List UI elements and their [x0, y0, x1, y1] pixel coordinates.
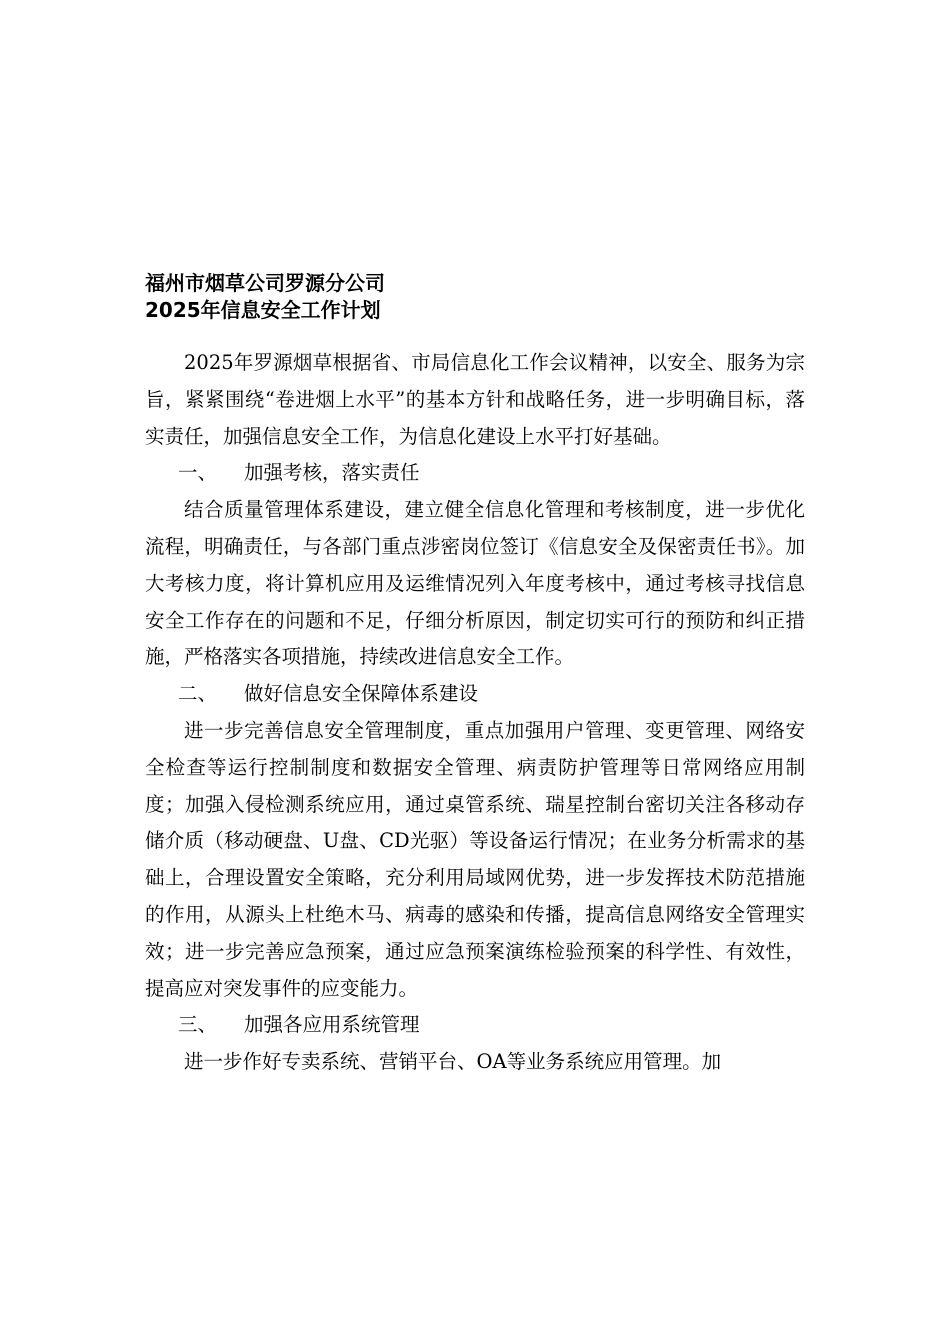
- section-body-1: 结合质量管理体系建设，建立健全信息化管理和考核制度，进一步优化流程，明确责任，与各部门重点涉密岗位签订《信息安全及保密责任书》。加大考核力度，将计算机应用及运维情况列入年度考核中，通过考核寻找信息安全工作存在的问题和不足，仔细分析原因，制定切实可行的预防和纠正措施，严格落实各项措施，持续改进信息安全工作。: [145, 498, 805, 669]
- section-number: 二、: [178, 682, 218, 706]
- section-title: 加强考核，落实责任: [244, 461, 420, 485]
- section-title: 加强各应用系统管理: [244, 1013, 420, 1037]
- section-heading-1: [145, 455, 805, 492]
- section-number: 三、: [178, 1013, 218, 1037]
- section-body-3: 进一步作好专卖系统、营销平台、OA等业务系统应用管理。加: [184, 1050, 722, 1074]
- title-company: 福州市烟草公司罗源分公司: [145, 271, 385, 295]
- section-heading-3: [145, 1007, 805, 1044]
- document-body: [145, 345, 805, 1081]
- section-body-2: 进一步完善信息安全管理制度，重点加强用户管理、变更管理、网络安全检查等运行控制制度和数据安全管理、病责防护管理等日常网络应用制度；加强入侵检测系统应用，通过桌管系统、瑞星控制台密切关注各移动存储介质（移动硬盘、U盘、CD光驱）等设备运行情况；在业务分析需求的基础上，合理设置安全策略，充分利用局域网优势，进一步发挥技术防范措施的作用，从源头上杜绝木马、病毒的感染和传播，提高信息网络安全管理实效；进一步完善应急预案，通过应急预案演练检验预案的科学性、有效性，提高应对突发事件的应变能力。: [145, 718, 805, 1000]
- section-number: 一、: [178, 461, 218, 485]
- intro-paragraph: 2025年罗源烟草根据省、市局信息化工作会议精神，以安全、服务为宗旨，紧紧围绕“卷进烟上水平”的基本方针和战略任务，进一步明确目标，落实责任，加强信息安全工作，为信息化建设上水平打好基础。: [145, 351, 805, 448]
- section-heading-2: [145, 676, 805, 713]
- document-title: [145, 270, 805, 324]
- section-title: 做好信息安全保障体系建设: [244, 682, 479, 706]
- title-plan: 2025年信息安全工作计划: [145, 298, 381, 322]
